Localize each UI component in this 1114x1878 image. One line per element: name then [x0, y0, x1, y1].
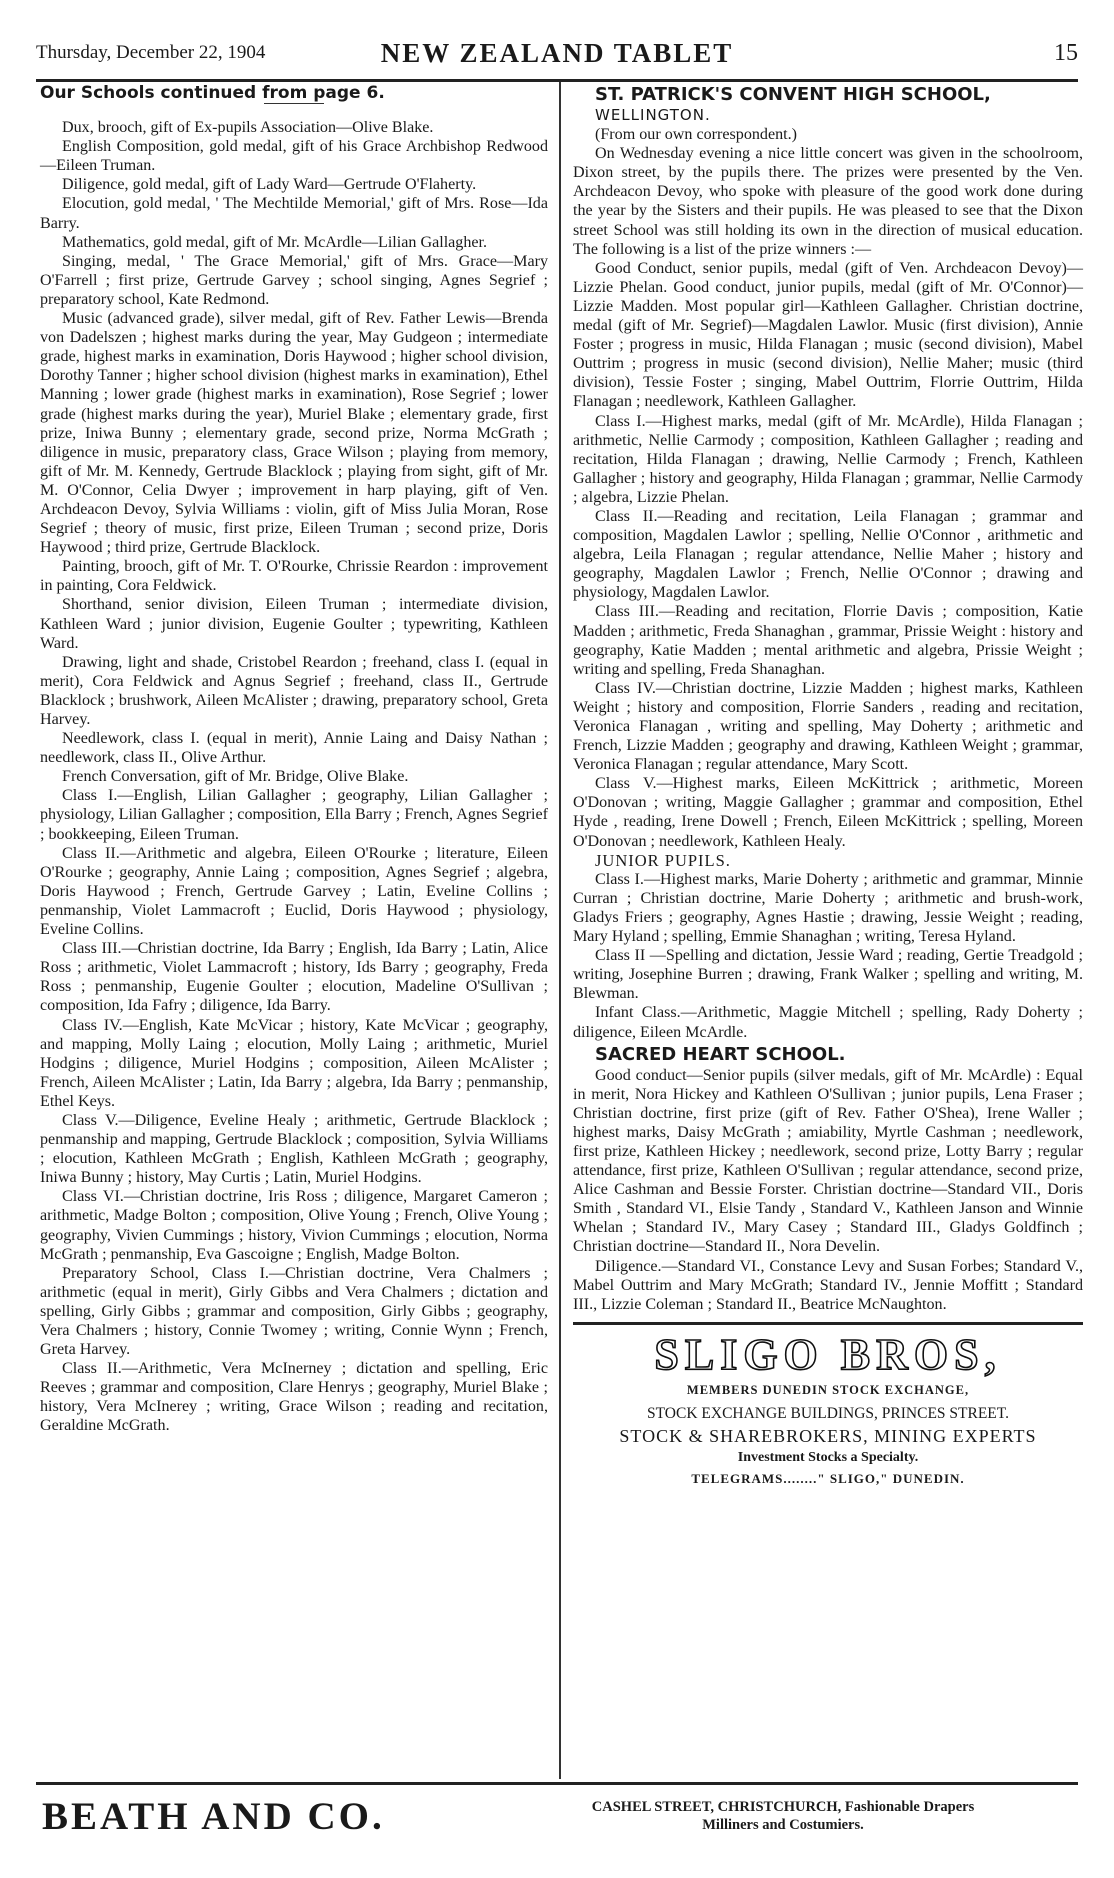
- prize-paragraph: Class II —Spelling and dictation, Jessie Ward ; reading, Gertie Treadgold ; writing, Josephine Burren ; drawing, Frank Walker ; spelling and writing, M. Blewman.: [573, 947, 1083, 1003]
- masthead-title: NEW ZEALAND TABLET: [380, 38, 734, 68]
- prize-paragraph: Mathematics, gold medal, gift of Mr. McArdle—Lilian Gallagher.: [62, 233, 488, 251]
- prize-paragraph: Class V.—Diligence, Eveline Healy ; arithmetic, Gertrude Blacklock ; penmanship and mapping, Gertrude Blacklock ; composition, Sylvia Williams ; elocution, Kathleen McGrath ; English, Kathleen McGrath ; geography, Iniwa Bunny ; history, May Curtis ; Latin, Muriel Hodgins.: [40, 1111, 548, 1187]
- ad-telegrams: TELEGRAMS........" SLIGO," DUNEDIN.: [691, 1471, 965, 1487]
- sligo-bros-advertisement: [573, 1325, 1083, 1488]
- beath-firm-name: BEATH AND CO.: [42, 1795, 385, 1838]
- prize-paragraph: Class I.—Highest marks, medal (gift of Mr. McArdle), Hilda Flanagan ; arithmetic, Nellie Carmody ; composition, Kathleen Gallagher ; reading and recitation, Hilda Flanagan ; drawing, Nellie Carmody ; French, Kathleen Gallagher ; history and geography, Hilda Flanagan ; grammar, Nellie Carmody ; algebra, Lizzie Phelan.: [573, 412, 1083, 506]
- column-divider: [559, 82, 561, 1779]
- prize-paragraph: Good Conduct, senior pupils, medal (gift of Ven. Archdeacon Devoy)—Lizzie Phelan. Good conduct, junior pupils, medal (gift of Mr. O'Connor)—Lizzie Madden. Most popular girl—Kathleen Gallagher. Christian doctrine, medal (gift of Mr. Segrief)—Magdalen Lawlor. Music (first division), Annie Foster ; progress in music, Hilda Flanagan ; music (second division), Mabel Outtrim ; progress in music (second division), Nellie Maher; music (third division), Tessie Foster ; singing, Mabel Outtrim, Florrie Outtrim, Hilda Flanagan ; needlework, Kathleen Gallagher.: [573, 259, 1083, 411]
- left-column: [40, 84, 548, 1436]
- prize-paragraph: Good conduct—Senior pupils (silver medals, gift of Mr. McArdle) : Equal in merit, Nora Hickey and Kathleen O'Sullivan ; junior pupils, Lena Fraser ; Christian doctrine, first prize (gift of Rev. Father O'Shea), Irene Waller ; highest marks, Daisy McGrath ; amiability, Myrtle Cashman ; needlework, first prize, Kathleen Hickey ; needlework, second prize, Lotty Barry ; regular attendance, first prize, Kathleen O'Sullivan ; regular attendance, second prize, Alice Cashman and Bessie Forster. Christian doctrine—Standard VII., Doris Smith , Standard VI., Elsie Tandy , Standard V., Kathleen Janson and Winnie Whelan ; Standard IV., Mary Casey ; Standard III., Gladys Goldfinch ; Christian doctrine—Standard II., Nora Develin.: [573, 1066, 1083, 1256]
- prize-paragraph: Class V.—Highest marks, Eileen McKittrick ; arithmetic, Moreen O'Donovan ; writing, Maggie Gallagher ; grammar and composition, Ethel Hyde , reading, Irene Dowell ; French, Eileen McKittrick ; spelling, Moreen O'Donovan ; needlework, Kathleen Healy.: [573, 775, 1083, 850]
- prize-paragraph: Infant Class.—Arithmetic, Maggie Mitchell ; spelling, Rady Doherty ; diligence, Eileen McArdle.: [573, 1004, 1083, 1041]
- beath-trade-line: Milliners and Costumiers.: [702, 1817, 864, 1833]
- prize-paragraph: Dux, brooch, gift of Ex-pupils Association—Olive Blake.: [62, 119, 434, 137]
- prize-paragraph: Class I.—English, Lilian Gallagher ; geography, Lilian Gallagher ; physiology, Lilian Gallagher ; composition, Ella Barry ; French, Agnes Segrief ; bookkeeping, Eileen Truman.: [40, 787, 548, 843]
- ad-members-line: MEMBERS DUNEDIN STOCK EXCHANGE,: [686, 1382, 970, 1397]
- correspondent-credit: (From our own correspondent.): [595, 126, 798, 144]
- ad-firm-name: SLIGO BROS,: [654, 1329, 1002, 1379]
- prize-paragraph: Shorthand, senior division, Eileen Truman ; intermediate division, Kathleen Ward ; junior division, Eugenie Goulter ; typewriting, Kathleen Ward.: [40, 596, 548, 652]
- ad-specialty: Investment Stocks a Specialty.: [737, 1450, 919, 1466]
- prize-paragraph: Preparatory School, Class I.—Christian doctrine, Vera Chalmers ; arithmetic (equal in merit), Girly Gibbs and Vera Chalmers ; dictation and spelling, Girly Gibbs ; grammar and composition, Girly Gibbs ; geography, Vera Chalmers ; history, Connie Twomey ; writing, Connie Wynn ; French, Greta Harvey.: [40, 1264, 548, 1359]
- prize-paragraph: Class IV.—Christian doctrine, Lizzie Madden ; highest marks, Kathleen Weight ; history and composition, Florrie Sanders , reading and recitation, Veronica Flanagan , writing and spelling, May Doherty ; arithmetic and French, Lizzie Madden ; geography and drawing, Kathleen Weight ; grammar, Veronica Flanagan ; regular attendance, Mary Scott.: [573, 679, 1083, 774]
- ad-address: STOCK EXCHANGE BUILDINGS, PRINCES STREET.: [647, 1404, 1009, 1422]
- prize-paragraph: Class IV.—English, Kate McVicar ; history, Kate McVicar ; geography, and mapping, Molly Laing ; elocution, Molly Laing ; arithmetic, Muriel Hodgins ; diligence, Muriel Hodgins ; composition, Aileen McAlister ; French, Aileen McAlister ; Latin, Ida Barry ; algebra, Ida Barry ; penmanship, Ethel Keys.: [40, 1016, 548, 1110]
- prize-paragraph: Class II.—Arithmetic and algebra, Eileen O'Rourke ; literature, Eileen O'Rourke ; geography, Annie Laing ; composition, Agnes Segrief ; algebra, Doris Haywood ; French, Gertrude Garvey ; Latin, Eveline Collins ; penmanship, Violet Lammacroft ; Euclid, Doris Haywood ; physiology, Eveline Collins.: [40, 844, 548, 939]
- page-number: 15: [1054, 40, 1078, 66]
- issue-date: Thursday, December 22, 1904: [36, 42, 266, 63]
- beath-description: [478, 1798, 1088, 1834]
- prize-paragraph: Elocution, gold medal, ' The Mechtilde Memorial,' gift of Mrs. Rose—Ida Barry.: [40, 195, 548, 232]
- intro-paragraph: On Wednesday evening a nice little concert was given in the schoolroom, Dixon street, by the pupils there. The prizes were presented by the Ven. Archdeacon Devoy, who spoke with pleasure of the good work done during the year by the Sisters and their pupils. He was pleased to see that the Dixon street School was still holding its own in the direction of musical education. The following is a list of the prize winners :—: [573, 145, 1083, 258]
- prize-paragraph: Class II.—Arithmetic, Vera McInerney ; dictation and spelling, Eric Reeves ; grammar and composition, Clare Henrys ; geography, Muriel Blake ; history, Vera McInerey ; writing, Grace Wilson ; reading and recitation, Geraldine McGrath.: [40, 1360, 548, 1435]
- prize-paragraph: Class II.—Reading and recitation, Leila Flanagan ; grammar and composition, Magdalen Lawlor ; spelling, Nellie O'Connor , arithmetic and algebra, Leila Flanagan ; regular attendance, Nellie Maher ; history and geography, Magdalen Lawlor ; French, Nellie O'Connor ; drawing and physiology, Magdalen Lawlor.: [573, 507, 1083, 602]
- prize-paragraph: Class VI.—Christian doctrine, Iris Ross ; diligence, Margaret Cameron ; arithmetic, Madge Bolton ; composition, Olive Young ; French, Olive Young ; geography, Vivien Cummings ; history, Vivion Cummings ; elocution, Norma McGrath ; penmanship, Eva Gascoigne ; English, Madge Bolton.: [40, 1188, 548, 1263]
- ad-services: STOCK & SHAREBROKERS, MINING EXPERTS: [619, 1426, 1037, 1446]
- prize-paragraph: Class III.—Reading and recitation, Florrie Davis ; composition, Katie Madden ; arithmetic, Freda Shanaghan , grammar, Prissie Weight : history and geography, Katie Madden ; mental arithmetic and algebra, Prissie Weight ; writing and spelling, Freda Shanaghan.: [573, 603, 1083, 678]
- prize-paragraph: Diligence, gold medal, gift of Lady Ward—Gertrude O'Flaherty.: [62, 176, 477, 194]
- footer-rule: [36, 1782, 1078, 1785]
- prize-paragraph: Diligence.—Standard VI., Constance Levy and Susan Forbes; Standard V., Mabel Outtrim and Mary McGrath; Standard IV., Jennie Moffitt ; Standard III., Lizzie Coleman ; Standard II., Beatrice McNaughton.: [573, 1257, 1083, 1313]
- st-patricks-subheading: WELLINGTON.: [595, 106, 711, 124]
- prize-paragraph: Drawing, light and shade, Cristobel Reardon ; freehand, class I. (equal in merit), Cora Feldwick and Agnus Segrief ; freehand, class II., Gertrude Blacklock ; brushwork, Aileen McAlister ; drawing, preparatory school, Greta Harvey.: [40, 653, 548, 728]
- header-rule: [36, 79, 1078, 82]
- continuation-heading: Our Schools continued from page 6.: [40, 83, 385, 103]
- prize-paragraph: Music (advanced grade), silver medal, gift of Rev. Father Lewis—Brenda von Dadelszen ; highest marks during the year, May Gudgeon ; intermediate grade, highest marks in examination, Doris Haywood ; higher school division, Dorothy Tanner ; higher school division (highest marks in examination), Ethel Manning ; lower grade (highest marks in examination), Rose Segrief ; lower grade (highest marks during the year), Muriel Blake ; elementary grade, first prize, Iniwa Bunny ; elementary grade, second prize, Norma McGrath ; diligence in music, preparatory class, Grace Wilson ; playing from memory, gift of Mr. M. Kennedy, Gertrude Blacklock ; playing from sight, gift of Mr. M. O'Connor, Celia Dwyer ; improvement in harp playing, gift of Ven. Archdeacon Devoy, Sylvia Williams : violin, gift of Miss Julia Moran, Rose Segrief ; theory of music, first prize, Eileen Truman ; second prize, Doris Haywood ; third prize, Gertrude Blacklock.: [40, 310, 548, 557]
- sacred-heart-heading: SACRED HEART SCHOOL.: [595, 1043, 846, 1065]
- junior-pupils-heading: JUNIOR PUPILS.: [595, 850, 731, 870]
- prize-paragraph: Class III.—Christian doctrine, Ida Barry ; English, Ida Barry ; Latin, Alice Ross ; arithmetic, Violet Lammacroft ; history, Ids Barry ; geography, Freda Ross ; penmanship, Eugenie Goulter ; elocution, Madeline O'Sullivan ; composition, Ida Fafry ; diligence, Ida Barry.: [40, 940, 548, 1015]
- prize-paragraph: French Conversation, gift of Mr. Bridge, Olive Blake.: [62, 768, 409, 786]
- short-rule: [264, 103, 324, 104]
- prize-paragraph: Needlework, class I. (equal in merit), Annie Laing and Daisy Nathan ; needlework, class II., Olive Arthur.: [40, 730, 548, 767]
- prize-paragraph: Singing, medal, ' The Grace Memorial,' gift of Mrs. Grace—Mary O'Farrell ; first prize, Gertrude Garvey ; school singing, Agnes Segrief ; preparatory school, Kate Redmond.: [40, 252, 548, 308]
- beath-address-line: CASHEL STREET, CHRISTCHURCH, Fashionable Drapers: [591, 1799, 975, 1815]
- prize-paragraph: Painting, brooch, gift of Mr. T. O'Rourke, Chrissie Reardon : improvement in painting, Cora Feldwick.: [40, 558, 548, 595]
- st-patricks-heading: ST. PATRICK'S CONVENT HIGH SCHOOL,: [595, 84, 991, 105]
- prize-paragraph: English Composition, gold medal, gift of his Grace Archbishop Redwood—Eileen Truman.: [40, 138, 548, 175]
- right-column: [573, 84, 1083, 1488]
- running-head: [36, 38, 1078, 78]
- prize-paragraph: Class I.—Highest marks, Marie Doherty ; arithmetic and grammar, Minnie Curran ; Christian doctrine, Marie Doherty ; arithmetic and brush-work, Gladys Friers ; geography, Agnes Hastie ; drawing, Jessie Weight ; reading, Mary Hyland ; spelling, Emmie Shanaghan ; writing, Teresa Hyland.: [573, 870, 1083, 946]
